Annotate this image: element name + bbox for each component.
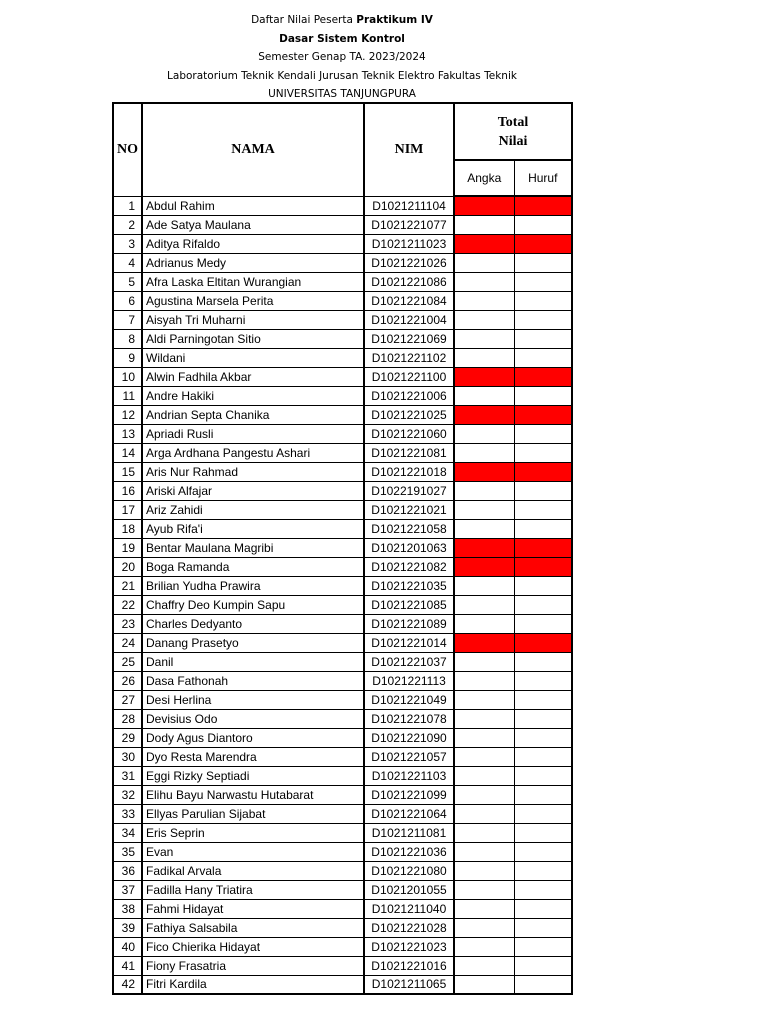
row-angka — [454, 557, 514, 576]
table-row — [113, 728, 572, 747]
table-row — [113, 253, 572, 272]
row-nim: D1021221016 — [364, 956, 454, 975]
row-angka — [454, 823, 514, 842]
row-huruf — [514, 329, 572, 348]
table-row — [113, 899, 572, 918]
row-nama: Charles Dedyanto — [142, 614, 364, 633]
row-no: 40 — [113, 937, 142, 956]
row-angka — [454, 329, 514, 348]
row-nim: D1021221014 — [364, 633, 454, 652]
column-header-angka: Angka — [454, 160, 514, 196]
row-huruf — [514, 975, 572, 994]
row-no: 18 — [113, 519, 142, 538]
table-row — [113, 386, 572, 405]
column-header-nama: NAMA — [142, 103, 364, 196]
row-nama: Dasa Fathonah — [142, 671, 364, 690]
row-angka — [454, 386, 514, 405]
row-nama: Fadilla Hany Triatira — [142, 880, 364, 899]
row-no: 41 — [113, 956, 142, 975]
row-no: 42 — [113, 975, 142, 994]
row-nama: Abdul Rahim — [142, 196, 364, 215]
row-no: 17 — [113, 500, 142, 519]
table-row — [113, 367, 572, 386]
table-row — [113, 424, 572, 443]
table-row — [113, 709, 572, 728]
row-nama: Afra Laska Eltitan Wurangian — [142, 272, 364, 291]
table-body — [113, 196, 572, 994]
row-huruf — [514, 253, 572, 272]
row-no: 13 — [113, 424, 142, 443]
table-row — [113, 576, 572, 595]
row-nama: Wildani — [142, 348, 364, 367]
row-nama: Fitri Kardila — [142, 975, 364, 994]
row-no: 39 — [113, 918, 142, 937]
row-angka — [454, 880, 514, 899]
row-nim: D1021221086 — [364, 272, 454, 291]
row-angka — [454, 310, 514, 329]
row-nama: Aditya Rifaldo — [142, 234, 364, 253]
column-header-no: NO — [113, 103, 142, 196]
table-row — [113, 747, 572, 766]
row-nama: Chaffry Deo Kumpin Sapu — [142, 595, 364, 614]
row-nama: Fiony Frasatria — [142, 956, 364, 975]
header-title-line — [0, 11, 684, 30]
row-huruf — [514, 348, 572, 367]
row-no: 27 — [113, 690, 142, 709]
row-huruf — [514, 709, 572, 728]
table-row — [113, 690, 572, 709]
row-nama: Apriadi Rusli — [142, 424, 364, 443]
row-huruf — [514, 272, 572, 291]
row-no: 23 — [113, 614, 142, 633]
row-no: 33 — [113, 804, 142, 823]
row-no: 6 — [113, 291, 142, 310]
row-nama: Alwin Fadhila Akbar — [142, 367, 364, 386]
row-nim: D1021221078 — [364, 709, 454, 728]
row-angka — [454, 291, 514, 310]
column-header-total-nilai — [454, 103, 572, 160]
row-angka — [454, 272, 514, 291]
row-no: 25 — [113, 652, 142, 671]
row-no: 20 — [113, 557, 142, 576]
row-no: 8 — [113, 329, 142, 348]
row-angka — [454, 500, 514, 519]
row-nim: D1021221080 — [364, 861, 454, 880]
row-no: 4 — [113, 253, 142, 272]
table-row — [113, 405, 572, 424]
row-no: 1 — [113, 196, 142, 215]
row-huruf — [514, 842, 572, 861]
table-row — [113, 861, 572, 880]
row-nim: D1021221057 — [364, 747, 454, 766]
row-nama: Fico Chierika Hidayat — [142, 937, 364, 956]
row-nim: D1021211065 — [364, 975, 454, 994]
row-huruf — [514, 310, 572, 329]
row-nama: Ariski Alfajar — [142, 481, 364, 500]
row-huruf — [514, 291, 572, 310]
row-nama: Dody Agus Diantoro — [142, 728, 364, 747]
row-nim: D1021221082 — [364, 557, 454, 576]
row-huruf — [514, 557, 572, 576]
row-angka — [454, 671, 514, 690]
row-nim: D1021221077 — [364, 215, 454, 234]
table-row — [113, 538, 572, 557]
row-nama: Ayub Rifa'i — [142, 519, 364, 538]
table-row — [113, 956, 572, 975]
row-nim: D1021221099 — [364, 785, 454, 804]
table-row — [113, 215, 572, 234]
row-huruf — [514, 918, 572, 937]
row-nama: Danil — [142, 652, 364, 671]
table-row — [113, 842, 572, 861]
table-row — [113, 234, 572, 253]
row-nim: D1021221084 — [364, 291, 454, 310]
row-huruf — [514, 899, 572, 918]
row-nama: Fahmi Hidayat — [142, 899, 364, 918]
row-no: 28 — [113, 709, 142, 728]
row-nama: Dyo Resta Marendra — [142, 747, 364, 766]
row-nim: D1021221004 — [364, 310, 454, 329]
row-huruf — [514, 937, 572, 956]
table-row — [113, 918, 572, 937]
row-no: 37 — [113, 880, 142, 899]
row-nama: Aris Nur Rahmad — [142, 462, 364, 481]
row-nim: D1021201055 — [364, 880, 454, 899]
row-nama: Devisius Odo — [142, 709, 364, 728]
table-row — [113, 291, 572, 310]
row-no: 35 — [113, 842, 142, 861]
row-no: 12 — [113, 405, 142, 424]
row-nama: Andrian Septa Chanika — [142, 405, 364, 424]
row-huruf — [514, 500, 572, 519]
table-row — [113, 443, 572, 462]
row-huruf — [514, 215, 572, 234]
table-row — [113, 652, 572, 671]
row-no: 7 — [113, 310, 142, 329]
header-title-prefix: Daftar Nilai Peserta — [251, 14, 357, 26]
row-nim: D1021221081 — [364, 443, 454, 462]
row-no: 11 — [113, 386, 142, 405]
row-nim: D1022191027 — [364, 481, 454, 500]
row-huruf — [514, 405, 572, 424]
row-nama: Danang Prasetyo — [142, 633, 364, 652]
table-row — [113, 481, 572, 500]
row-angka — [454, 595, 514, 614]
row-huruf — [514, 462, 572, 481]
row-angka — [454, 367, 514, 386]
row-angka — [454, 709, 514, 728]
table-row — [113, 557, 572, 576]
header-title-bold: Praktikum IV — [356, 14, 433, 26]
row-angka — [454, 462, 514, 481]
row-huruf — [514, 880, 572, 899]
row-nama: Eris Seprin — [142, 823, 364, 842]
row-huruf — [514, 386, 572, 405]
row-huruf — [514, 614, 572, 633]
row-nim: D1021221021 — [364, 500, 454, 519]
row-huruf — [514, 367, 572, 386]
row-angka — [454, 861, 514, 880]
row-nama: Andre Hakiki — [142, 386, 364, 405]
document-header — [0, 11, 684, 104]
header-lab: Laboratorium Teknik Kendali Jurusan Teknik Elektro Fakultas Teknik — [167, 69, 517, 82]
row-no: 30 — [113, 747, 142, 766]
row-nim: D1021211040 — [364, 899, 454, 918]
row-no: 32 — [113, 785, 142, 804]
table-row — [113, 329, 572, 348]
table-row — [113, 804, 572, 823]
row-angka — [454, 614, 514, 633]
row-nim: D1021211104 — [364, 196, 454, 215]
row-nim: D1021221036 — [364, 842, 454, 861]
table-row — [113, 462, 572, 481]
row-huruf — [514, 424, 572, 443]
row-huruf — [514, 747, 572, 766]
row-angka — [454, 633, 514, 652]
row-huruf — [514, 595, 572, 614]
row-huruf — [514, 652, 572, 671]
row-huruf — [514, 196, 572, 215]
table-row — [113, 880, 572, 899]
row-no: 16 — [113, 481, 142, 500]
row-nama: Elihu Bayu Narwastu Hutabarat — [142, 785, 364, 804]
row-nim: D1021201063 — [364, 538, 454, 557]
row-huruf — [514, 861, 572, 880]
row-nim: D1021211081 — [364, 823, 454, 842]
row-nim: D1021221026 — [364, 253, 454, 272]
row-angka — [454, 766, 514, 785]
table-row — [113, 595, 572, 614]
row-nim: D1021221089 — [364, 614, 454, 633]
row-no: 29 — [113, 728, 142, 747]
row-huruf — [514, 766, 572, 785]
row-angka — [454, 234, 514, 253]
row-angka — [454, 747, 514, 766]
row-nim: D1021221102 — [364, 348, 454, 367]
row-huruf — [514, 538, 572, 557]
row-no: 31 — [113, 766, 142, 785]
row-no: 21 — [113, 576, 142, 595]
row-nama: Adrianus Medy — [142, 253, 364, 272]
row-no: 2 — [113, 215, 142, 234]
row-no: 36 — [113, 861, 142, 880]
row-no: 14 — [113, 443, 142, 462]
header-course: Dasar Sistem Kontrol — [279, 32, 405, 45]
row-nim: D1021211023 — [364, 234, 454, 253]
row-angka — [454, 804, 514, 823]
row-angka — [454, 405, 514, 424]
grades-table — [112, 102, 573, 995]
row-nim: D1021221090 — [364, 728, 454, 747]
row-nim: D1021221035 — [364, 576, 454, 595]
row-huruf — [514, 519, 572, 538]
row-nama: Arga Ardhana Pangestu Ashari — [142, 443, 364, 462]
header-university: UNIVERSITAS TANJUNGPURA — [268, 88, 416, 100]
row-angka — [454, 196, 514, 215]
row-angka — [454, 253, 514, 272]
row-no: 24 — [113, 633, 142, 652]
row-nama: Brilian Yudha Prawira — [142, 576, 364, 595]
row-nama: Ariz Zahidi — [142, 500, 364, 519]
table-row — [113, 348, 572, 367]
row-nim: D1021221049 — [364, 690, 454, 709]
row-nim: D1021221085 — [364, 595, 454, 614]
row-huruf — [514, 956, 572, 975]
table-row — [113, 975, 572, 994]
row-huruf — [514, 576, 572, 595]
row-nim: D1021221103 — [364, 766, 454, 785]
row-angka — [454, 424, 514, 443]
row-no: 9 — [113, 348, 142, 367]
row-angka — [454, 481, 514, 500]
row-angka — [454, 519, 514, 538]
row-nama: Fathiya Salsabila — [142, 918, 364, 937]
row-huruf — [514, 443, 572, 462]
row-nama: Fadikal Arvala — [142, 861, 364, 880]
table-row — [113, 614, 572, 633]
row-angka — [454, 538, 514, 557]
row-nim: D1021221060 — [364, 424, 454, 443]
table-row — [113, 785, 572, 804]
table-row — [113, 196, 572, 215]
row-nim: D1021221006 — [364, 386, 454, 405]
row-no: 38 — [113, 899, 142, 918]
row-angka — [454, 918, 514, 937]
row-nim: D1021221025 — [364, 405, 454, 424]
table-row — [113, 519, 572, 538]
row-nim: D1021221113 — [364, 671, 454, 690]
column-header-nilai: Nilai — [498, 133, 528, 149]
row-nama: Evan — [142, 842, 364, 861]
row-no: 3 — [113, 234, 142, 253]
table-row — [113, 823, 572, 842]
row-nama: Desi Herlina — [142, 690, 364, 709]
row-nim: D1021221023 — [364, 937, 454, 956]
row-nim: D1021221069 — [364, 329, 454, 348]
column-header-nim: NIM — [364, 103, 454, 196]
row-no: 34 — [113, 823, 142, 842]
row-no: 22 — [113, 595, 142, 614]
row-nama: Ade Satya Maulana — [142, 215, 364, 234]
row-huruf — [514, 633, 572, 652]
row-angka — [454, 728, 514, 747]
column-header-huruf: Huruf — [514, 160, 572, 196]
row-no: 5 — [113, 272, 142, 291]
table-row — [113, 272, 572, 291]
row-huruf — [514, 690, 572, 709]
row-no: 26 — [113, 671, 142, 690]
row-angka — [454, 842, 514, 861]
row-angka — [454, 215, 514, 234]
row-angka — [454, 956, 514, 975]
table-row — [113, 633, 572, 652]
table-row — [113, 310, 572, 329]
row-nim: D1021221018 — [364, 462, 454, 481]
row-nama: Aisyah Tri Muharni — [142, 310, 364, 329]
column-header-total: Total — [497, 114, 529, 130]
table-row — [113, 671, 572, 690]
row-huruf — [514, 785, 572, 804]
row-nama: Eggi Rizky Septiadi — [142, 766, 364, 785]
row-nama: Aldi Parningotan Sitio — [142, 329, 364, 348]
header-semester: Semester Genap TA. 2023/2024 — [258, 51, 426, 63]
row-no: 19 — [113, 538, 142, 557]
row-angka — [454, 576, 514, 595]
row-no: 15 — [113, 462, 142, 481]
row-nim: D1021221028 — [364, 918, 454, 937]
table-row — [113, 500, 572, 519]
row-angka — [454, 937, 514, 956]
row-huruf — [514, 823, 572, 842]
row-nim: D1021221064 — [364, 804, 454, 823]
row-no: 10 — [113, 367, 142, 386]
row-huruf — [514, 671, 572, 690]
row-angka — [454, 348, 514, 367]
row-nim: D1021221100 — [364, 367, 454, 386]
row-nim: D1021221037 — [364, 652, 454, 671]
row-nama: Agustina Marsela Perita — [142, 291, 364, 310]
row-angka — [454, 652, 514, 671]
row-angka — [454, 785, 514, 804]
row-angka — [454, 899, 514, 918]
table-row — [113, 766, 572, 785]
table-row — [113, 937, 572, 956]
row-angka — [454, 443, 514, 462]
row-huruf — [514, 481, 572, 500]
row-huruf — [514, 234, 572, 253]
row-nama: Bentar Maulana Magribi — [142, 538, 364, 557]
row-nama: Ellyas Parulian Sijabat — [142, 804, 364, 823]
row-nama: Boga Ramanda — [142, 557, 364, 576]
row-angka — [454, 975, 514, 994]
row-nim: D1021221058 — [364, 519, 454, 538]
row-huruf — [514, 728, 572, 747]
row-angka — [454, 690, 514, 709]
row-huruf — [514, 804, 572, 823]
